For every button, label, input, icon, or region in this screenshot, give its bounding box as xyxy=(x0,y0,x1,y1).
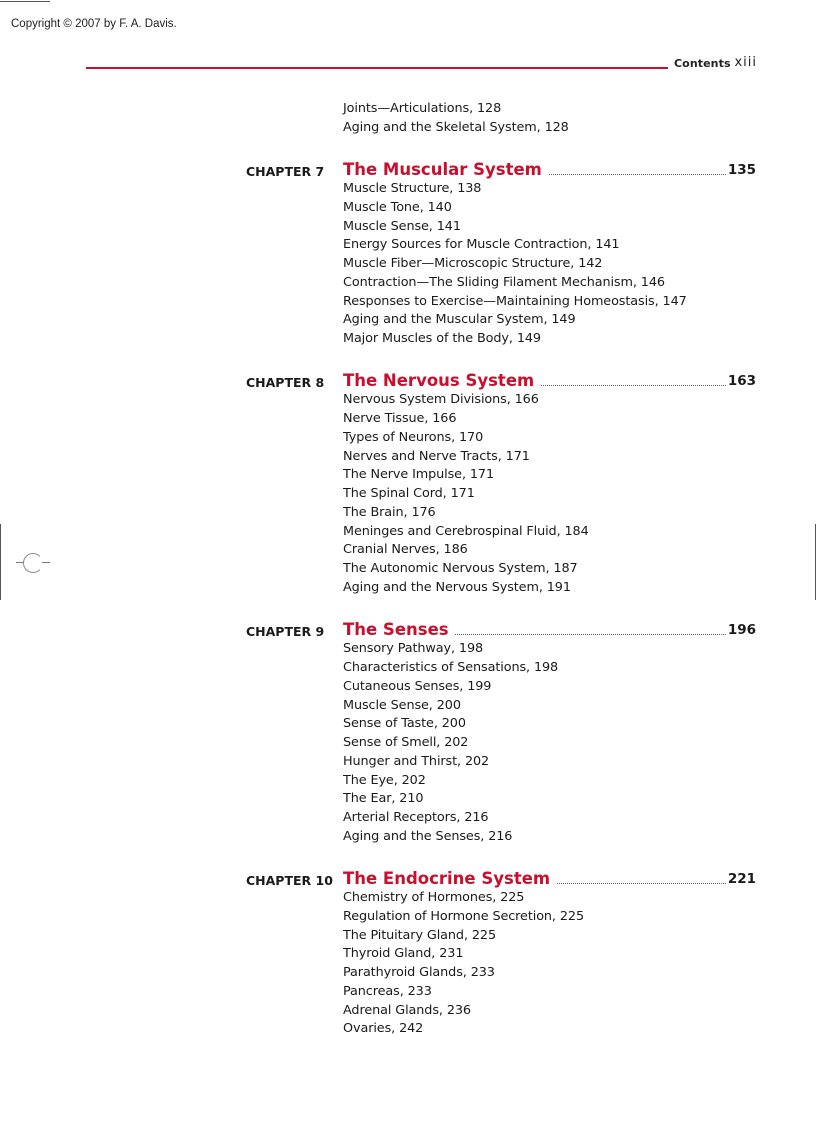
chapter-heading[interactable] xyxy=(246,371,756,393)
chapter-page: 196 xyxy=(727,622,756,638)
toc-entry[interactable]: Adrenal Glands, 236 xyxy=(343,1003,471,1018)
registration-rule xyxy=(0,524,1,600)
chapter-title[interactable]: The Muscular System xyxy=(343,160,548,179)
toc-entry[interactable]: Aging and the Senses, 216 xyxy=(343,829,513,844)
toc-entry[interactable]: Contraction—The Sliding Filament Mechanism, 146 xyxy=(343,275,665,290)
toc-entry[interactable]: The Pituitary Gland, 225 xyxy=(343,928,497,943)
chapter-heading[interactable] xyxy=(246,620,756,642)
toc-entry[interactable]: Regulation of Hormone Secretion, 225 xyxy=(343,909,584,924)
chapter-number: CHAPTER 10 xyxy=(246,873,333,888)
toc-entry[interactable]: The Spinal Cord, 171 xyxy=(343,486,475,501)
toc-entry[interactable]: Muscle Sense, 141 xyxy=(343,219,461,234)
toc-entry[interactable]: Aging and the Nervous System, 191 xyxy=(343,580,571,595)
chapter-title[interactable]: The Endocrine System xyxy=(343,869,556,888)
chapter-heading[interactable] xyxy=(246,160,756,182)
chapter-page: 221 xyxy=(727,871,756,887)
toc-entry[interactable]: Sense of Taste, 200 xyxy=(343,716,466,731)
page-number: xiii xyxy=(734,55,757,70)
toc-entry[interactable]: Muscle Fiber—Microscopic Structure, 142 xyxy=(343,256,603,271)
toc-entry[interactable]: Muscle Structure, 138 xyxy=(343,181,482,196)
chapter-page: 135 xyxy=(727,162,756,178)
toc-entry[interactable]: Muscle Tone, 140 xyxy=(343,200,452,215)
toc-entry[interactable]: The Brain, 176 xyxy=(343,505,436,520)
chapter-title[interactable]: The Senses xyxy=(343,620,455,639)
toc-entry[interactable]: The Nerve Impulse, 171 xyxy=(343,467,495,482)
chapter-heading[interactable] xyxy=(246,869,756,891)
toc-entry[interactable]: Energy Sources for Muscle Contraction, 141 xyxy=(343,237,620,252)
chapter-number: CHAPTER 7 xyxy=(246,164,325,179)
header-rule xyxy=(86,67,668,69)
toc-entry[interactable]: Characteristics of Sensations, 198 xyxy=(343,660,559,675)
toc-entry[interactable]: Major Muscles of the Body, 149 xyxy=(343,331,541,346)
chapter-number: CHAPTER 9 xyxy=(246,624,325,639)
registration-circle-icon xyxy=(23,553,43,573)
toc-entry[interactable]: Nerve Tissue, 166 xyxy=(343,411,457,426)
toc-entry[interactable]: The Eye, 202 xyxy=(343,773,426,788)
toc-entry[interactable]: Arterial Receptors, 216 xyxy=(343,810,489,825)
toc-entry[interactable]: Nerves and Nerve Tracts, 171 xyxy=(343,449,530,464)
toc-entry[interactable]: The Autonomic Nervous System, 187 xyxy=(343,561,578,576)
toc-entry[interactable]: Muscle Sense, 200 xyxy=(343,698,461,713)
toc-entry[interactable]: Meninges and Cerebrospinal Fluid, 184 xyxy=(343,524,589,539)
toc-entry[interactable]: Sense of Smell, 202 xyxy=(343,735,469,750)
toc-entry[interactable]: Pancreas, 233 xyxy=(343,984,432,999)
toc-entry[interactable]: Ovaries, 242 xyxy=(343,1021,424,1036)
chapter-title[interactable]: The Nervous System xyxy=(343,371,540,390)
toc-entry[interactable]: Joints—Articulations, 128 xyxy=(343,101,502,116)
toc-entry[interactable]: Types of Neurons, 170 xyxy=(343,430,484,445)
toc-entry[interactable]: Thyroid Gland, 231 xyxy=(343,946,464,961)
toc-entry[interactable]: Sensory Pathway, 198 xyxy=(343,641,484,656)
toc-entry[interactable]: Aging and the Skeletal System, 128 xyxy=(343,120,569,135)
toc-entry[interactable]: Responses to Exercise—Maintaining Homeostasis, 147 xyxy=(343,294,687,309)
copyright-notice: Copyright © 2007 by F. A. Davis. xyxy=(11,18,177,30)
chapter-number: CHAPTER 8 xyxy=(246,375,325,390)
toc-entry[interactable]: Aging and the Muscular System, 149 xyxy=(343,312,576,327)
toc-entry[interactable]: Hunger and Thirst, 202 xyxy=(343,754,490,769)
chapter-page: 163 xyxy=(727,373,756,389)
toc-entry[interactable]: Chemistry of Hormones, 225 xyxy=(343,890,525,905)
registration-mark xyxy=(0,524,60,604)
toc-entry[interactable]: Parathyroid Glands, 233 xyxy=(343,965,495,980)
toc-entry[interactable]: The Ear, 210 xyxy=(343,791,424,806)
toc-entry[interactable]: Cutaneous Senses, 199 xyxy=(343,679,492,694)
running-head xyxy=(86,56,757,72)
toc-entry[interactable]: Cranial Nerves, 186 xyxy=(343,542,468,557)
section-title: Contents xyxy=(674,57,731,70)
toc-entry[interactable]: Nervous System Divisions, 166 xyxy=(343,392,539,407)
top-trim-rule xyxy=(0,1,50,2)
